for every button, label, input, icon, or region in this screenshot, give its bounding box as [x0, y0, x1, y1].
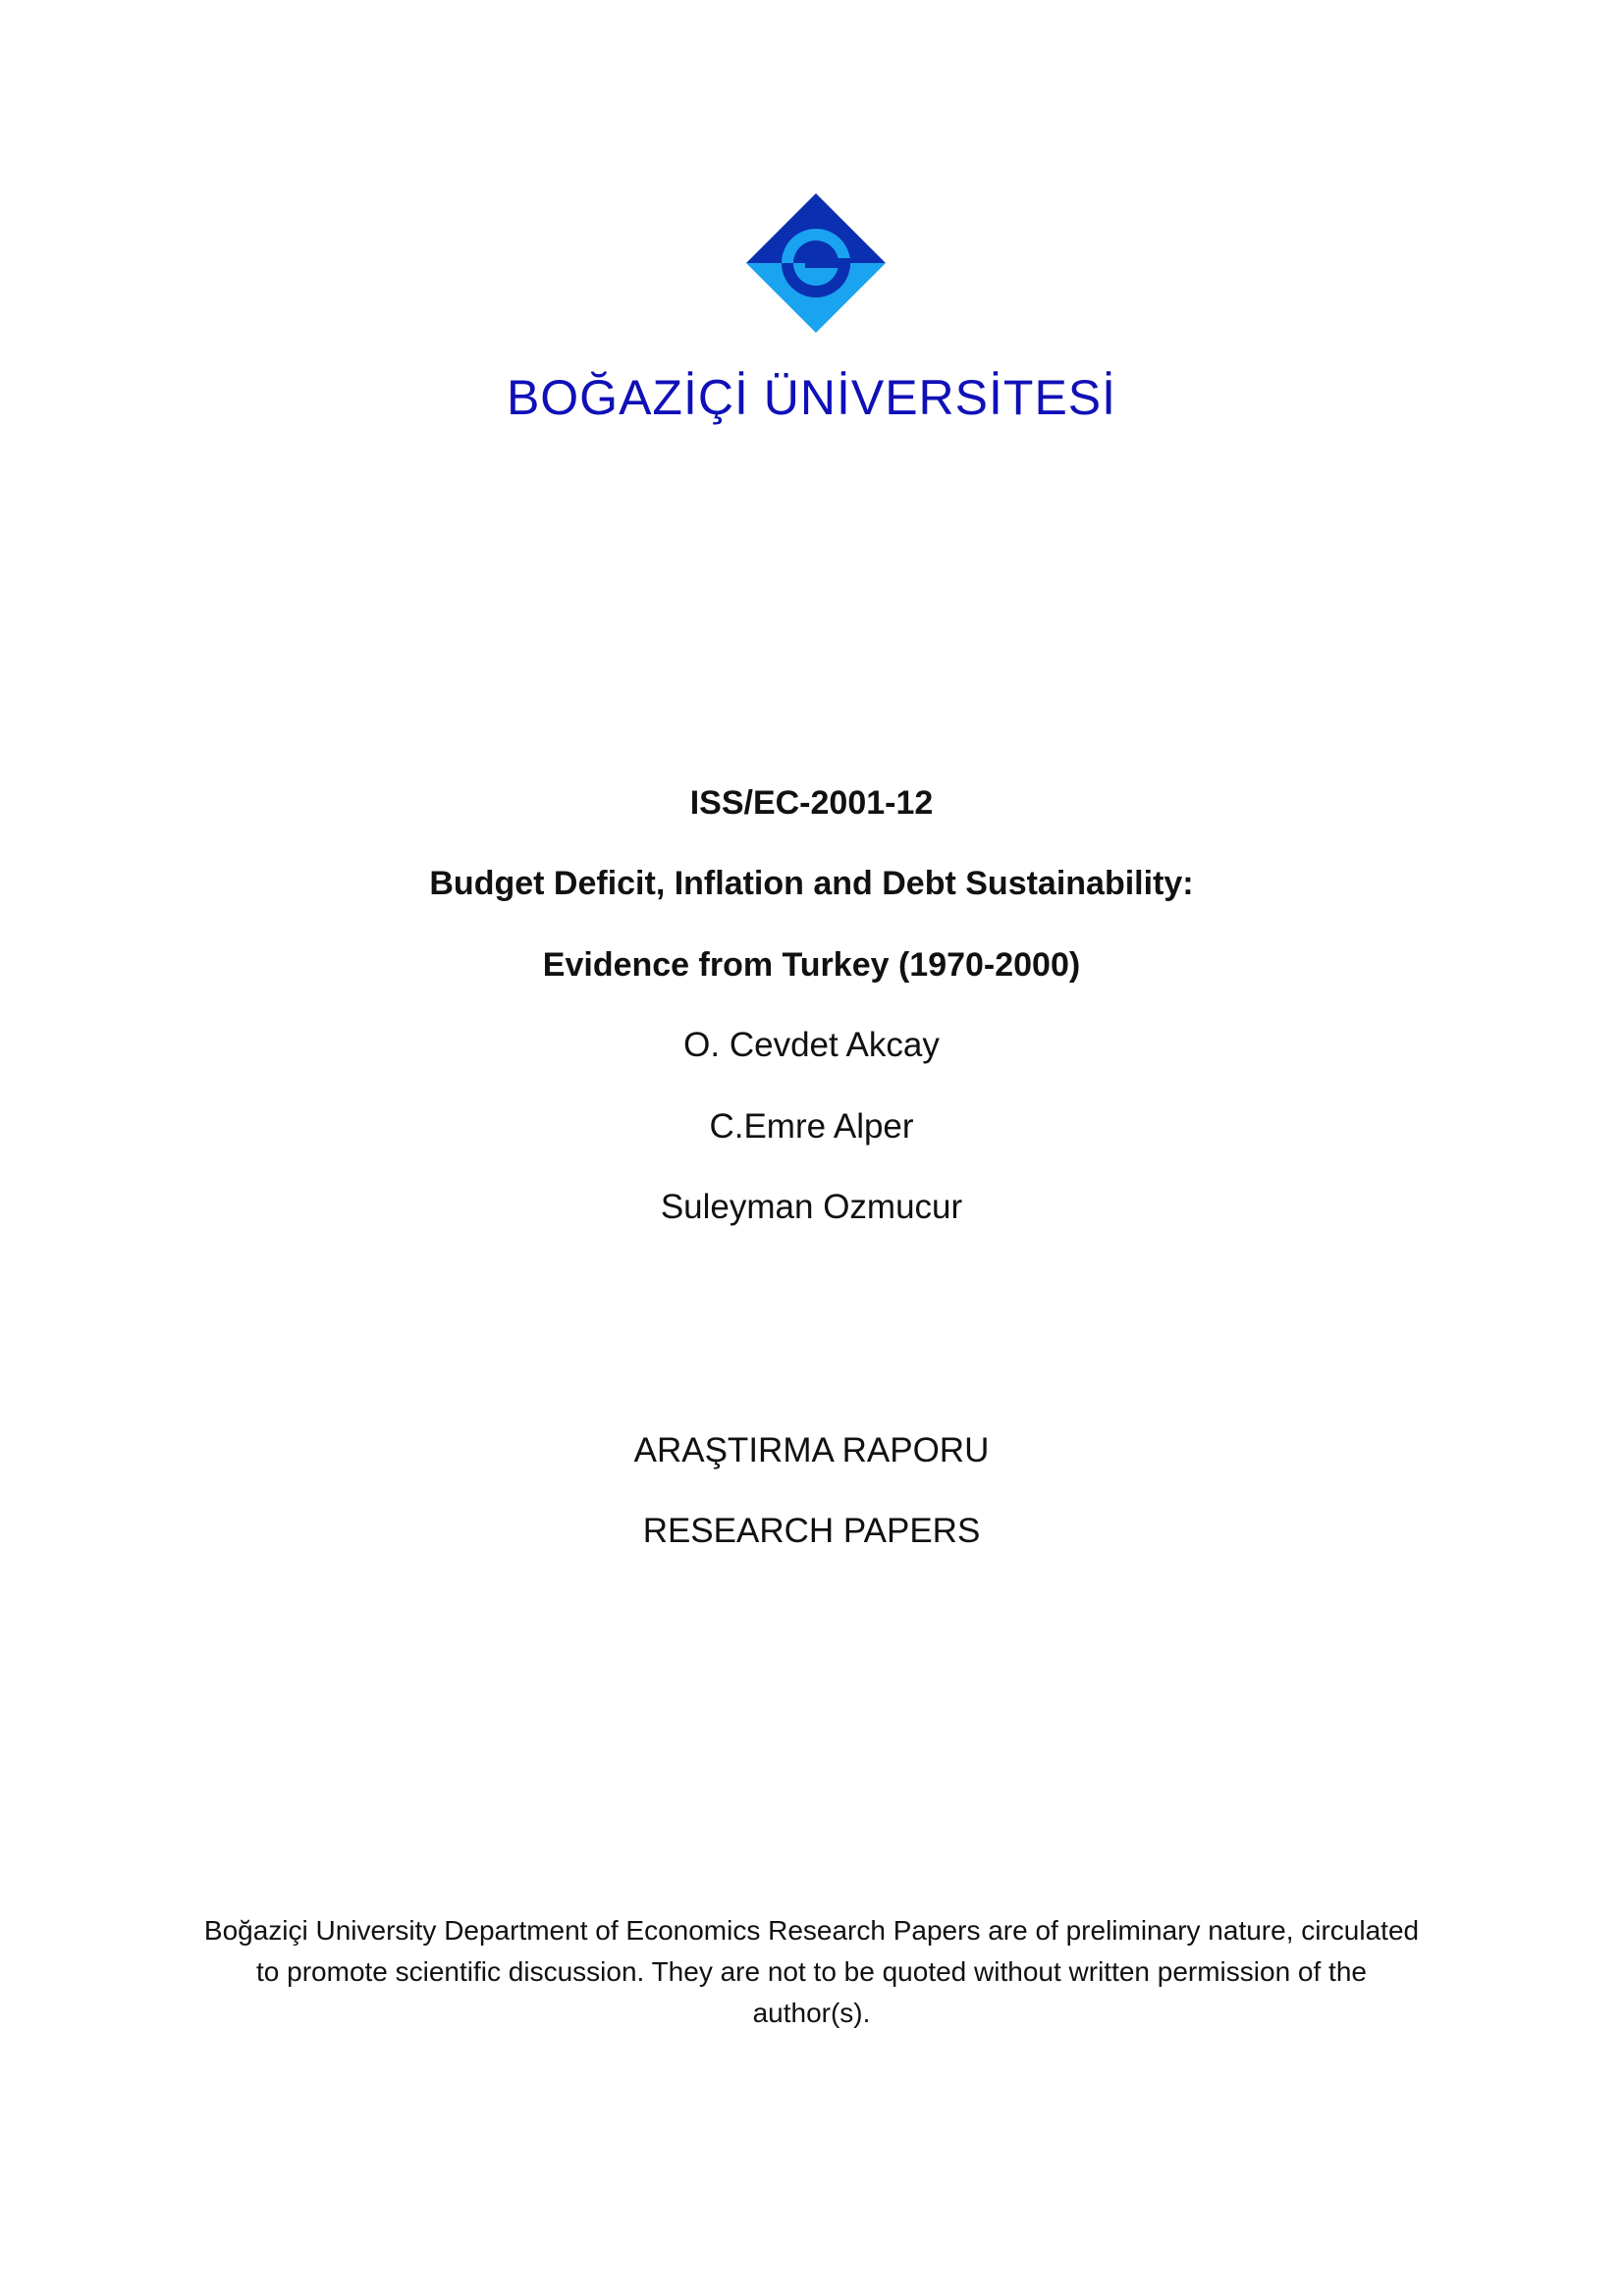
- author-name: O. Cevdet Akcay: [683, 1026, 940, 1064]
- paper-title-line-2: Evidence from Turkey (1970-2000): [542, 946, 1081, 984]
- paper-id: ISS/EC-2001-12: [689, 784, 934, 822]
- university-logo-icon: [746, 193, 886, 333]
- series-label-turkish: ARAŞTIRMA RAPORU: [633, 1431, 990, 1469]
- disclaimer-text: Boğaziçi University Department of Economics Research Papers are of preliminary nature, circulated to promote scientific discussion. They are not to be quoted without written permission of the author(s).: [203, 1915, 1420, 2028]
- author-name: C.Emre Alper: [709, 1107, 914, 1146]
- logo-bottom-half: [746, 263, 886, 333]
- logo-top-half: [746, 193, 886, 263]
- university-name: BOĞAZİÇİ ÜNİVERSİTESİ: [506, 370, 1117, 425]
- paper-title-line-1: Budget Deficit, Inflation and Debt Sustainability:: [429, 865, 1194, 902]
- author-name: Suleyman Ozmucur: [660, 1188, 963, 1226]
- logo-crossbar: [805, 258, 850, 268]
- series-label-english: RESEARCH PAPERS: [642, 1512, 981, 1550]
